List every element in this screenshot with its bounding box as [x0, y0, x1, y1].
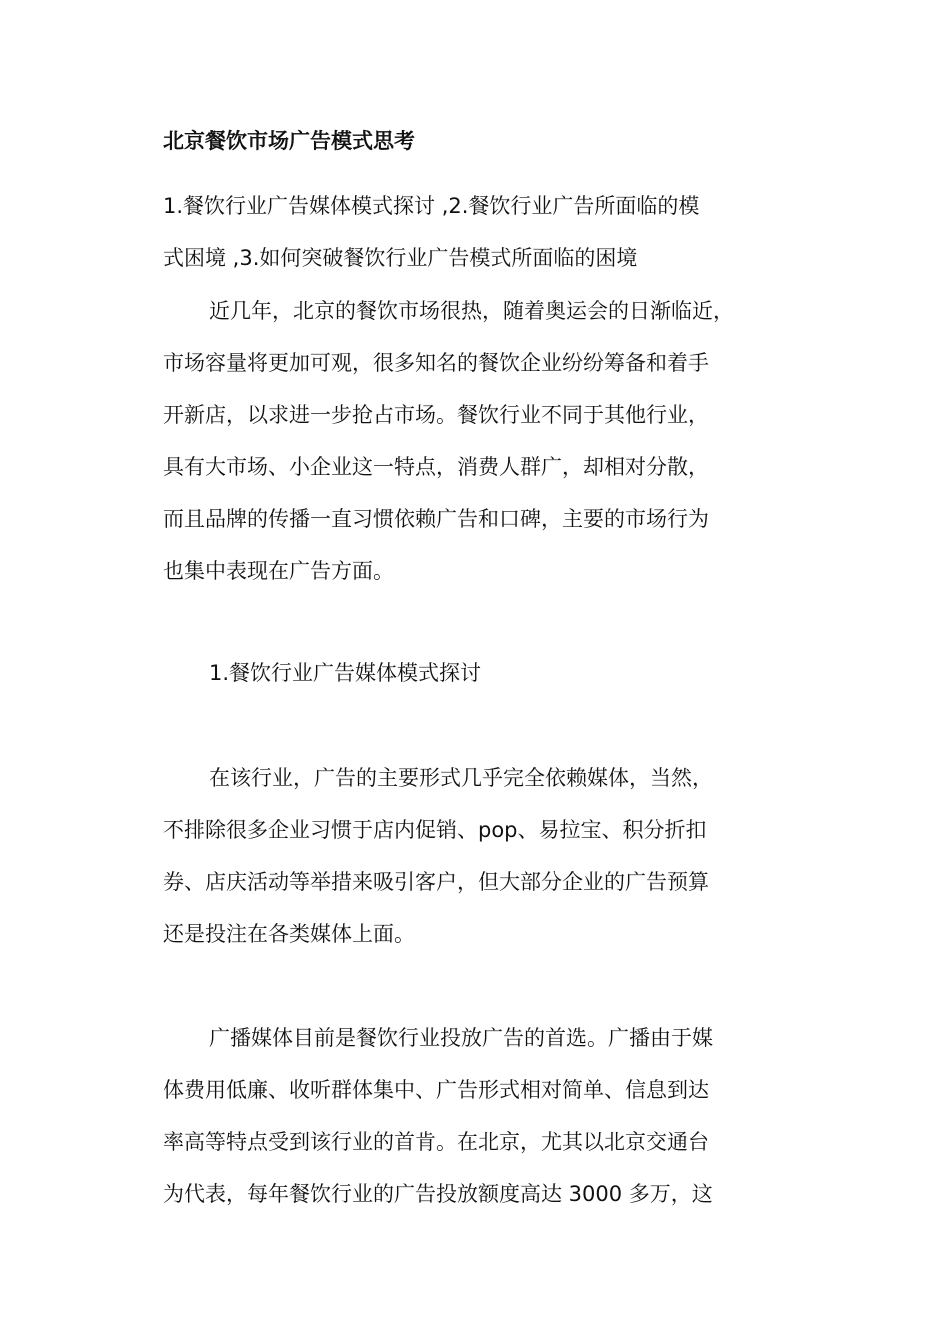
paragraph-line: 而且品牌的传播一直习惯依赖广告和口碑，主要的市场行为 [163, 507, 709, 531]
paragraph-line: 在该行业，广告的主要形式几乎完全依赖媒体，当然， [209, 766, 713, 790]
paragraph-line: 近几年，北京的餐饮市场很热，随着奥运会的日渐临近， [209, 299, 734, 323]
paragraph-line: 券、店庆活动等举措来吸引客户，但大部分企业的广告预算 [163, 870, 709, 894]
paragraph-line: 还是投注在各类媒体上面。 [163, 922, 415, 946]
paragraph-line: 开新店，以求进一步抢占市场。餐饮行业不同于其他行业， [163, 403, 709, 427]
toc-line: 式困境 ,3.如何突破餐饮行业广告模式所面临的困境 [163, 246, 638, 270]
paragraph-line: 为代表，每年餐饮行业的广告投放额度高达 3000 多万，这 [163, 1182, 713, 1206]
document-title: 北京餐饮市场广告模式思考 [163, 129, 415, 153]
paragraph-line: 率高等特点受到该行业的首肯。在北京，尤其以北京交通台 [163, 1130, 709, 1154]
section-heading: 1.餐饮行业广告媒体模式探讨 [209, 661, 482, 685]
paragraph-line: 广播媒体目前是餐饮行业投放广告的首选。广播由于媒 [209, 1026, 713, 1050]
paragraph-line: 体费用低廉、收听群体集中、广告形式相对简单、信息到达 [163, 1078, 709, 1102]
paragraph-line: 也集中表现在广告方面。 [163, 559, 394, 583]
toc-line: 1.餐饮行业广告媒体模式探讨 ,2.餐饮行业广告所面临的模 [163, 194, 700, 218]
paragraph-line: 市场容量将更加可观，很多知名的餐饮企业纷纷筹备和着手 [163, 351, 709, 375]
paragraph-line: 不排除很多企业习惯于店内促销、pop、易拉宝、积分折扣 [163, 818, 707, 842]
paragraph-line: 具有大市场、小企业这一特点，消费人群广，却相对分散， [163, 455, 709, 479]
